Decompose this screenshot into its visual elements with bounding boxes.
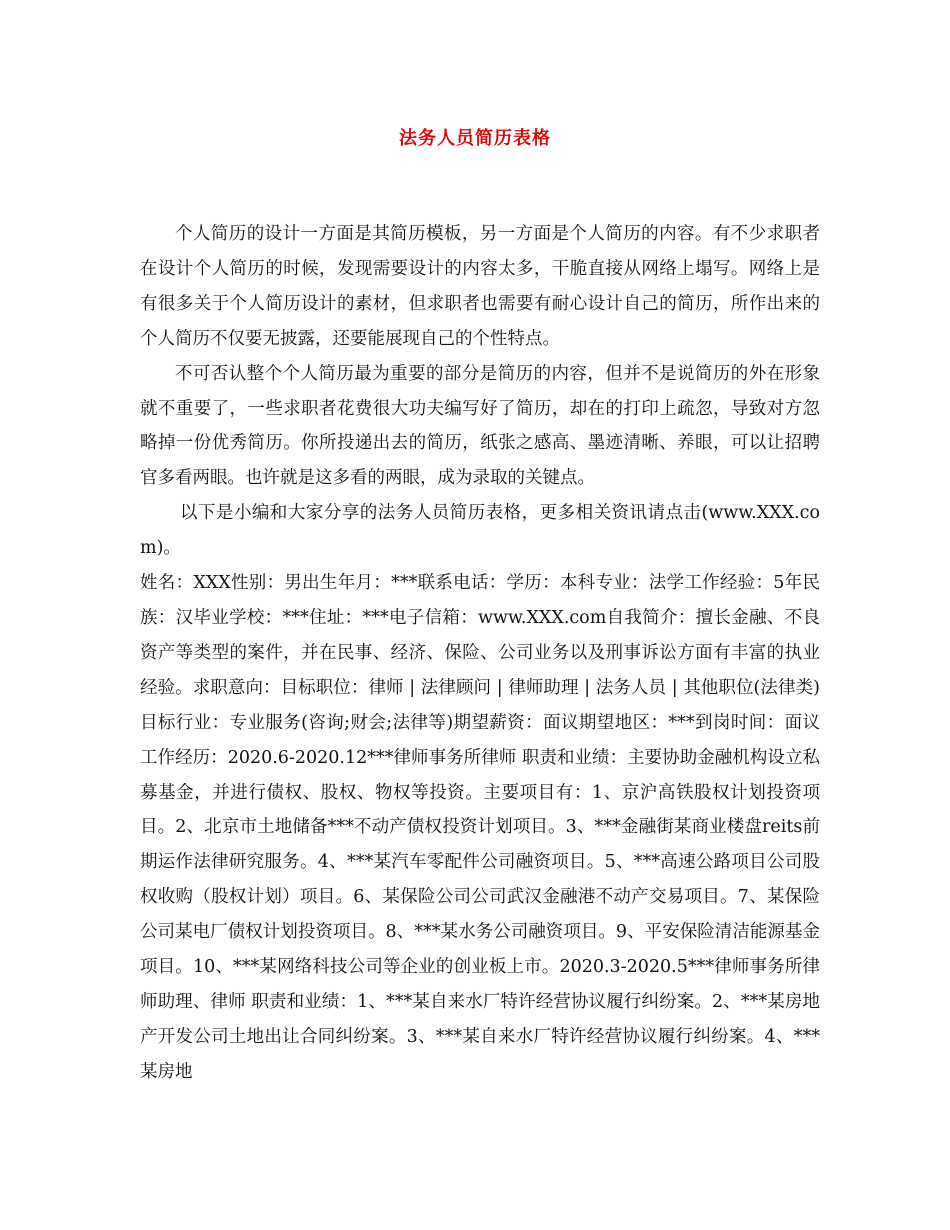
paragraph-resume-details: 姓名：XXX性别：男出生年月：***联系电话：学历：本科专业：法学工作经验：5年民族：汉毕业学校：***住址：***电子信箱：www.XXX.com自我简介：擅长金融、不良资产等类型的案件，并在民事、经济、保险、公司业务以及刑事诉讼方面有丰富的执业经验。求职意向：目标职位：律师 | 法律顾问 | 律师助理 | 法务人员 | 其他职位(法律类)目标行业：专业服务(咨询;财会;法律等)期望薪资：面议期望地区：***到岗时间：面议工作经历：2020.6-2020.12***律师事务所律师 职责和业绩：主要协助金融机构设立私募基金，并进行债权、股权、物权等投资。主要项目有：1、京沪高铁股权计划投资项目。2、北京市土地储备***不动产债权投资计划项目。3、***金融街某商业楼盘reits前期运作法律研究服务。4、***某汽车零配件公司融资项目。5、***高速公路项目公司股权收购（股权计划）项目。6、某保险公司公司武汉金融港不动产交易项目。7、某保险公司某电厂债权计划投资项目。8、***某水务公司融资项目。9、平安保险清洁能源基金项目。10、***某网络科技公司等企业的创业板上市。2020.3-2020.5***律师事务所律师助理、律师 职责和业绩：1、***某自来水厂特许经营协议履行纠纷案。2、***某房地产开发公司土地出让合同纠纷案。3、***某自来水厂特许经营协议履行纠纷案。4、***某房地 [140, 573, 820, 1082]
paragraph-share-note: 以下是小编和大家分享的法务人员简历表格，更多相关资讯请点击(www.XXX.com)。 [140, 503, 820, 559]
paragraph-content-importance: 不可否认整个个人简历最为重要的部分是简历的内容，但并不是说简历的外在形象就不重要了，一些求职者花费很大功夫编写好了简历，却在的打印上疏忽，导致对方忽略掉一份优秀简历。你所投递出去的简历，纸张之感高、墨迹清晰、养眼，可以让招聘官多看两眼。也许就是这多看的两眼，成为录取的关键点。 [140, 363, 820, 489]
paragraph-intro: 个人简历的设计一方面是其简历模板，另一方面是个人简历的内容。有不少求职者在设计个人简历的时候，发现需要设计的内容太多，干脆直接从网络上塌写。网络上是有很多关于个人简历设计的素材，但求职者也需要有耐心设计自己的简历，所作出来的个人简历不仅要无披露，还要能展现自己的个性特点。 [140, 224, 820, 349]
document-title: 法务人员简历表格 [399, 128, 551, 149]
document-body [140, 217, 820, 1090]
